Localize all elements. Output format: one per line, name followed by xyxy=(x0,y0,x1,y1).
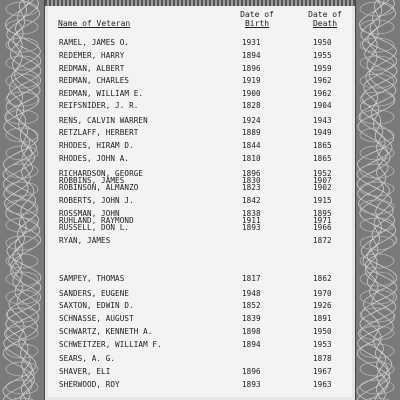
birth-year: 1948 xyxy=(242,289,261,298)
veteran-name: REDMAN, WILLIAM E. xyxy=(59,89,144,98)
death-year: 1926 xyxy=(313,301,332,310)
death-year: 1872 xyxy=(313,236,332,245)
birth-year: 1900 xyxy=(242,89,261,98)
table-row xyxy=(45,38,355,48)
veteran-name: SAXTON, EDWIN D. xyxy=(59,301,134,310)
veteran-name: ROBBINS, JAMES xyxy=(59,176,125,185)
table-row xyxy=(45,314,355,324)
table-row xyxy=(45,301,355,311)
birth-year: 1919 xyxy=(242,76,261,85)
birth-year: 1842 xyxy=(242,196,261,205)
veteran-name: ROBERTS, JOHN J. xyxy=(59,196,134,205)
table-row xyxy=(45,128,355,138)
death-year: 1959 xyxy=(313,64,332,73)
birth-year: 1889 xyxy=(242,128,261,137)
death-year: 1949 xyxy=(313,128,332,137)
death-year: 1962 xyxy=(313,89,332,98)
death-year: 1963 xyxy=(313,380,332,389)
death-year: 1950 xyxy=(313,327,332,336)
table-row xyxy=(45,116,355,126)
birth-year: 1931 xyxy=(242,38,261,47)
table-row xyxy=(45,76,355,86)
veteran-name: SCHWEITZER, WILLIAM F. xyxy=(59,340,162,349)
death-year: 1971 xyxy=(313,216,332,225)
death-year: 1865 xyxy=(313,154,332,163)
veteran-name: RENS, CALVIN WARREN xyxy=(59,116,148,125)
birth-year: 1852 xyxy=(242,301,261,310)
veteran-name: RUSSELL, DON L. xyxy=(59,223,130,232)
death-year: 1915 xyxy=(313,196,332,205)
birth-year: 1896 xyxy=(242,169,261,178)
birth-year: 1839 xyxy=(242,314,261,323)
death-year: 1907 xyxy=(313,176,332,185)
death-year: 1967 xyxy=(313,367,332,376)
guilloche-border-left xyxy=(0,0,44,400)
death-year: 1943 xyxy=(313,116,332,125)
column-header-birth-line2: Birth xyxy=(244,19,270,28)
death-year: 1878 xyxy=(313,354,332,363)
veteran-name: ROSSMAN, JOHN xyxy=(59,209,120,218)
table-row xyxy=(45,196,355,206)
death-year: 1952 xyxy=(313,169,332,178)
table-row xyxy=(45,51,355,61)
death-year: 1970 xyxy=(313,289,332,298)
veteran-name: SANDERS, EUGENE xyxy=(59,289,130,298)
veteran-name: REDEMER, HARRY xyxy=(59,51,125,60)
birth-year: 1911 xyxy=(242,216,261,225)
table-row xyxy=(45,141,355,151)
column-header-death-line2: Death xyxy=(312,19,338,28)
death-year: 1904 xyxy=(313,101,332,110)
guilloche-border-right xyxy=(354,0,400,400)
table-row xyxy=(45,101,355,111)
veteran-name: SCHWARTZ, KENNETH A. xyxy=(59,327,153,336)
birth-year: 1838 xyxy=(242,209,261,218)
birth-year: 1924 xyxy=(242,116,261,125)
birth-year: 1823 xyxy=(242,183,261,192)
veteran-name: REDMAN, ALBERT xyxy=(59,64,125,73)
birth-year: 1893 xyxy=(242,223,261,232)
veteran-name: RICHARDSON, GEORGE xyxy=(59,169,144,178)
birth-year: 1817 xyxy=(242,274,261,283)
table-row xyxy=(45,354,355,364)
table-row xyxy=(45,154,355,164)
birth-year: 1896 xyxy=(242,64,261,73)
death-year: 1955 xyxy=(313,51,332,60)
veteran-name: RHODES, JOHN A. xyxy=(59,154,130,163)
table-row xyxy=(45,289,355,299)
death-year: 1962 xyxy=(313,76,332,85)
column-header-birth-line1: Date of xyxy=(240,10,274,19)
veteran-name: SHAVER, ELI xyxy=(59,367,111,376)
birth-year: 1898 xyxy=(242,327,261,336)
table-row xyxy=(45,380,355,390)
veteran-name: RUHLAND, RAYMOND xyxy=(59,216,134,225)
column-header-death-line1: Date of xyxy=(308,10,342,19)
veteran-name: SCHNASSE, AUGUST xyxy=(59,314,134,323)
veteran-name: REIFSNIDER, J. R. xyxy=(59,101,139,110)
table-row xyxy=(45,183,355,193)
veteran-name: SAMPEY, THOMAS xyxy=(59,274,125,283)
birth-year: 1894 xyxy=(242,51,261,60)
veteran-name: ROBINSON, ALMANZO xyxy=(59,183,139,192)
veteran-name: RYAN, JAMES xyxy=(59,236,111,245)
death-year: 1950 xyxy=(313,38,332,47)
veteran-name: RHODES, HIRAM D. xyxy=(59,141,134,150)
death-year: 1895 xyxy=(313,209,332,218)
birth-year: 1810 xyxy=(242,154,261,163)
death-year: 1966 xyxy=(313,223,332,232)
veteran-name: REDMAN, CHARLES xyxy=(59,76,130,85)
table-row xyxy=(45,340,355,350)
table-row xyxy=(45,236,355,246)
birth-year: 1830 xyxy=(242,176,261,185)
death-year: 1862 xyxy=(313,274,332,283)
birth-year: 1894 xyxy=(242,340,261,349)
table-row xyxy=(45,64,355,74)
birth-year: 1828 xyxy=(242,101,261,110)
veteran-list-panel xyxy=(44,0,356,400)
veteran-name: SHERWOOD, ROY xyxy=(59,380,120,389)
table-row xyxy=(45,327,355,337)
veteran-name: RETZLAFF, HERBERT xyxy=(59,128,139,137)
veteran-name: SEARS, A. G. xyxy=(59,354,116,363)
death-year: 1865 xyxy=(313,141,332,150)
death-year: 1953 xyxy=(313,340,332,349)
birth-year: 1893 xyxy=(242,380,261,389)
death-year: 1891 xyxy=(313,314,332,323)
table-row xyxy=(45,367,355,377)
birth-year: 1896 xyxy=(242,367,261,376)
table-row xyxy=(45,89,355,99)
birth-year: 1844 xyxy=(242,141,261,150)
column-header-name: Name of Veteran xyxy=(58,19,131,28)
top-border-band xyxy=(45,0,355,6)
table-row xyxy=(45,274,355,284)
table-row xyxy=(45,223,355,233)
veteran-name: RAMEL, JAMES O. xyxy=(59,38,130,47)
death-year: 1902 xyxy=(313,183,332,192)
